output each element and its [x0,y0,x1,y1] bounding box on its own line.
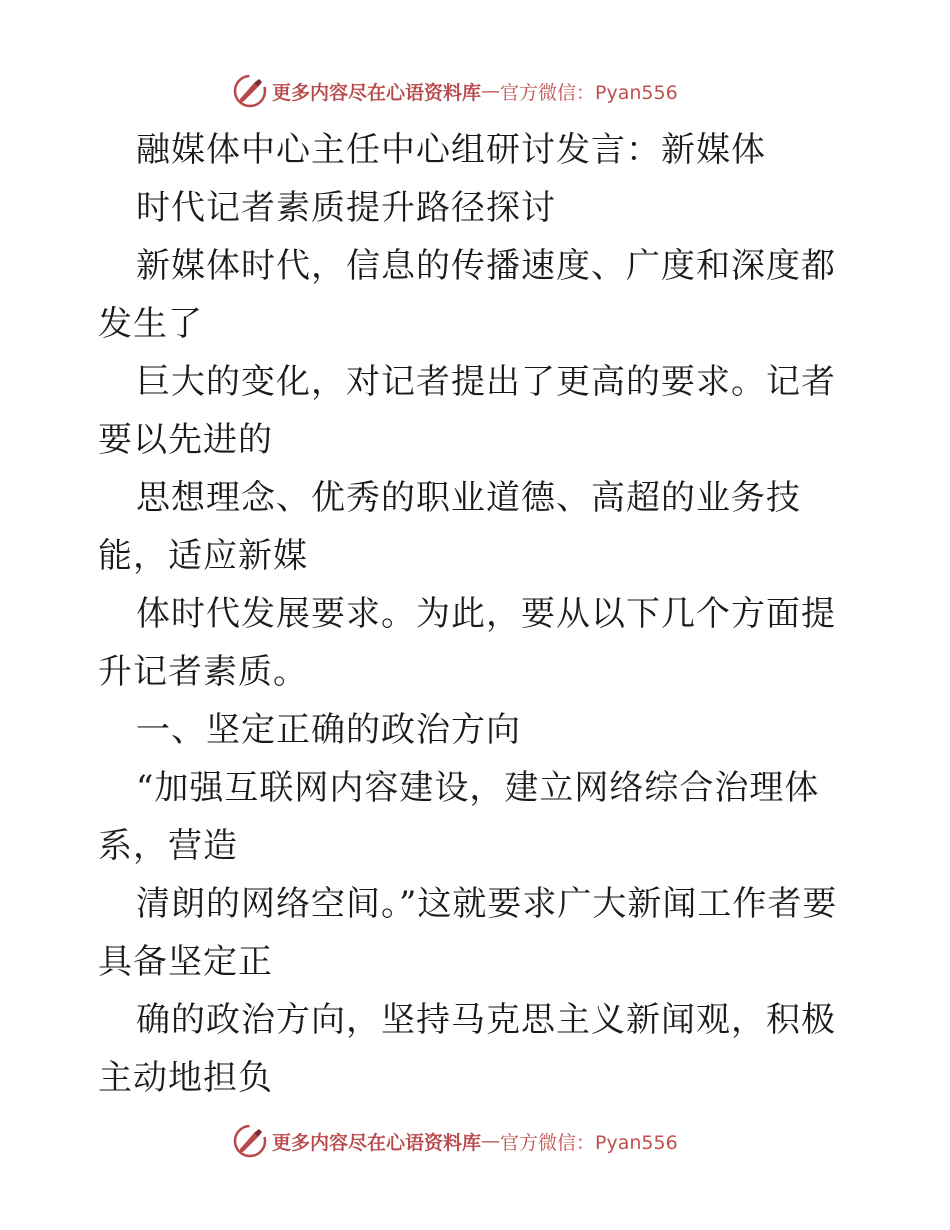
document-body [98,121,850,1107]
paragraph: 融媒体中心主任中心组研讨发言：新媒体 [136,130,766,170]
pen-swirl-logo-icon [232,73,268,109]
watermark-separator: — [481,80,501,102]
paragraph: 确的政治方向，坚持马克思主义新闻观，积极主动地担负 [98,1000,836,1098]
watermark-wechat-text: 官方微信：Pyan556 [500,1131,678,1154]
pen-swirl-logo-icon [232,1123,268,1159]
footer-watermark [232,1121,678,1161]
section-heading: 一、坚定正确的政治方向 [136,710,521,750]
header-watermark [232,71,678,111]
paragraph: 时代记者素质提升路径探讨 [136,188,556,228]
watermark-site-text: 更多内容尽在心语资料库 [272,1131,482,1154]
watermark-wechat-text: 官方微信：Pyan556 [500,81,678,104]
paragraph: 新媒体时代，信息的传播速度、广度和深度都发生了 [98,246,836,344]
paragraph: 思想理念、优秀的职业道德、高超的业务技能，适应新媒 [98,478,801,576]
paragraph: “加强互联网内容建设，建立网络综合治理体系，营造 [98,768,820,866]
watermark-separator: — [481,1130,501,1152]
paragraph: 清朗的网络空间。”这就要求广大新闻工作者要具备坚定正 [98,884,838,982]
paragraph: 体时代发展要求。为此，要从以下几个方面提升记者素质。 [98,594,836,692]
watermark-site-text: 更多内容尽在心语资料库 [272,81,482,104]
paragraph: 巨大的变化，对记者提出了更高的要求。记者要以先进的 [98,362,836,460]
